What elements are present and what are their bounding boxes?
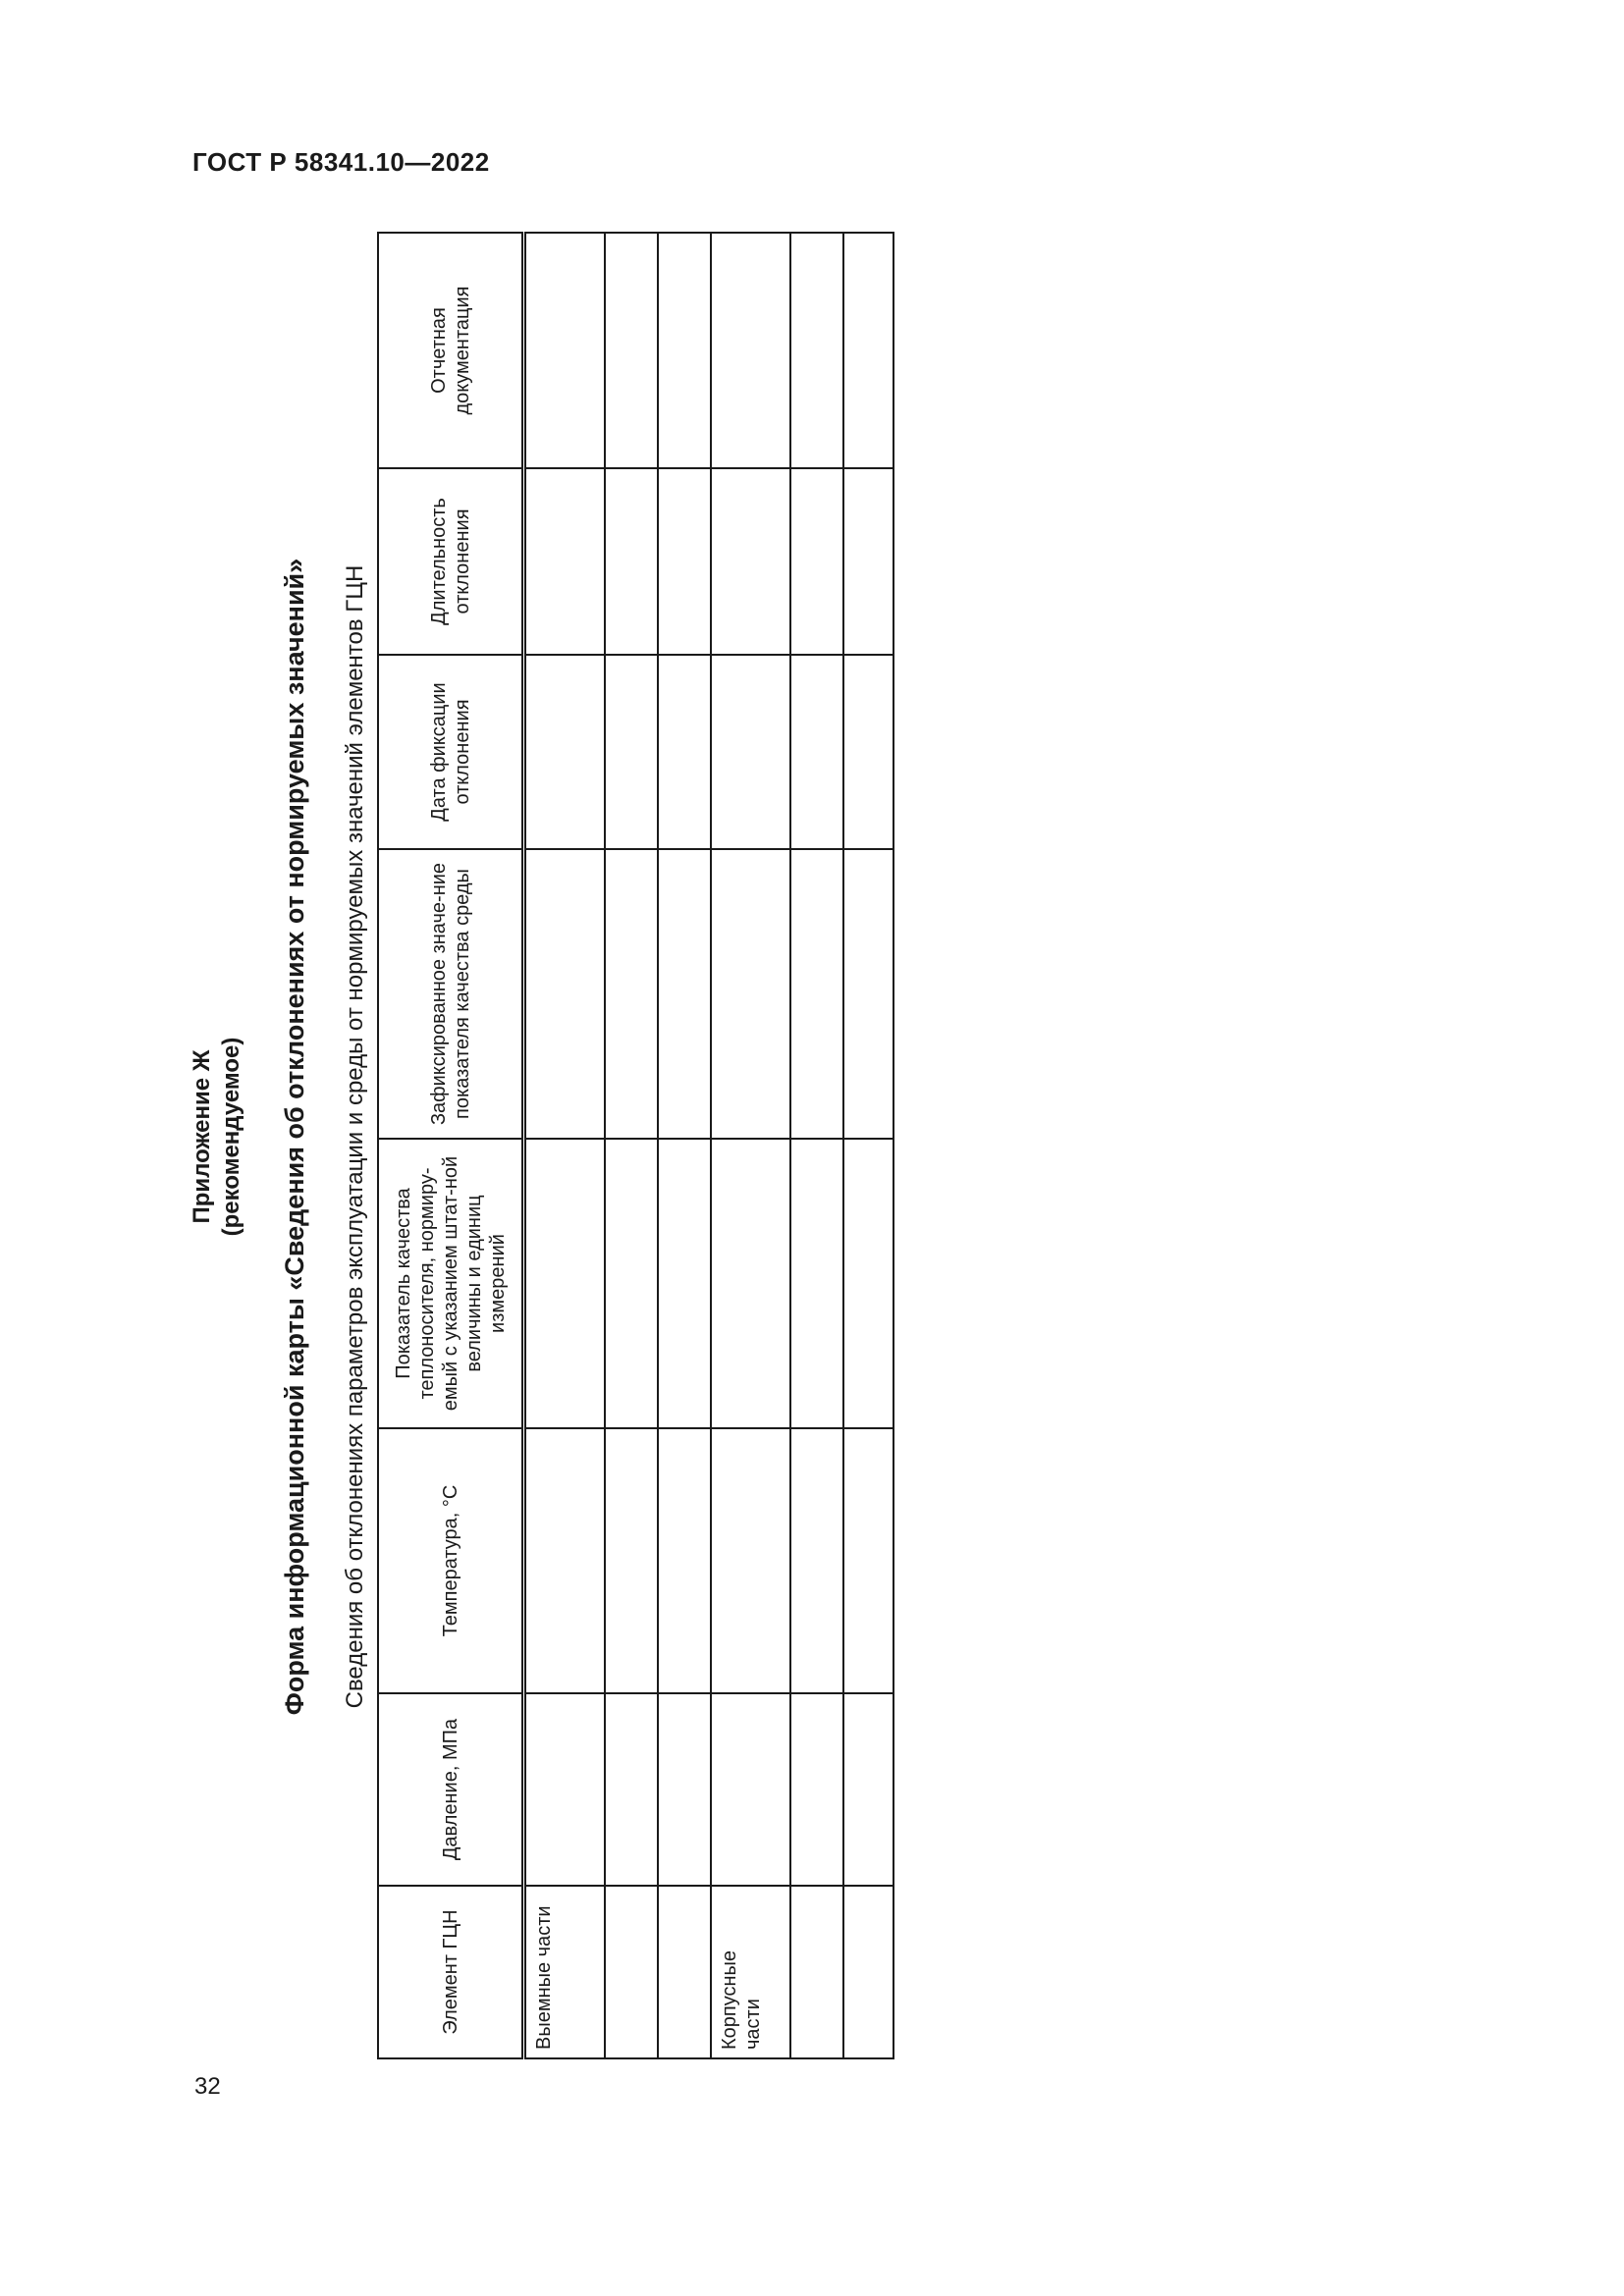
- table-cell: [790, 233, 843, 468]
- table-row: [790, 233, 843, 2058]
- table-row: [711, 233, 790, 2058]
- table-cell: [843, 655, 893, 849]
- table-cell: [790, 1428, 843, 1693]
- table-cell: [711, 1693, 790, 1886]
- table-cell: [524, 1139, 606, 1428]
- table-cell: [843, 849, 893, 1139]
- deviations-table: [377, 232, 894, 2059]
- table-cell: [605, 1886, 658, 2058]
- table-cell: [605, 1139, 658, 1428]
- table-cell: [658, 849, 711, 1139]
- col-header-quality-indicator: Показатель качества теплоносителя, нормиру-емый с указанием штат-ной величины и единиц измерений: [378, 1139, 524, 1428]
- table-header-row: [378, 233, 524, 2058]
- appendix-heading: Форма информационной карты «Сведения об отклонениях от нормируемых значений»: [280, 558, 309, 1716]
- table-cell: [711, 1139, 790, 1428]
- table-cell: [711, 468, 790, 655]
- table-cell: [711, 655, 790, 849]
- table-cell: [790, 468, 843, 655]
- col-header-recorded-value: Зафиксированное значе-ние показателя качества среды: [378, 849, 524, 1139]
- table-cell: [658, 233, 711, 468]
- table-cell: Выемные части: [524, 1886, 606, 2058]
- table-cell: [658, 1428, 711, 1693]
- table-cell: [605, 849, 658, 1139]
- table-cell: [790, 1139, 843, 1428]
- table-cell: [790, 1693, 843, 1886]
- table-row: [605, 233, 658, 2058]
- table-cell: [658, 655, 711, 849]
- table-cell: [843, 233, 893, 468]
- table-cell: [605, 1693, 658, 1886]
- appendix-title: Приложение Ж: [189, 1049, 215, 1224]
- table-cell: [524, 849, 606, 1139]
- table-cell: [711, 849, 790, 1139]
- table-cell: [843, 1139, 893, 1428]
- col-header-duration: Длительность отклонения: [378, 468, 524, 655]
- table-cell: [524, 655, 606, 849]
- table-cell: [658, 468, 711, 655]
- table-cell: Корпусные части: [711, 1886, 790, 2058]
- table-cell: [605, 233, 658, 468]
- standard-code: ГОСТ Р 58341.10—2022: [192, 147, 490, 177]
- table-cell: [790, 655, 843, 849]
- table-cell: [843, 1886, 893, 2058]
- page-number: 32: [194, 2073, 221, 2100]
- table-cell: [524, 468, 606, 655]
- appendix-status: (рекомендуемое): [218, 1037, 244, 1237]
- table-cell: [843, 1693, 893, 1886]
- table-cell: [524, 1693, 606, 1886]
- table-caption: Сведения об отклонениях параметров эксплуатации и среды от нормируемых значений элементов ГЦН: [342, 564, 368, 1709]
- col-header-date: Дата фиксации отклонения: [378, 655, 524, 849]
- col-header-element: Элемент ГЦН: [378, 1886, 524, 2058]
- appendix-rotated-block: [167, 214, 913, 2059]
- table-cell: [658, 1693, 711, 1886]
- table-cell: [711, 1428, 790, 1693]
- table-cell: [790, 1886, 843, 2058]
- table-row: [658, 233, 711, 2058]
- table-cell: [605, 468, 658, 655]
- table-cell: [843, 1428, 893, 1693]
- col-header-documentation: Отчетная документация: [378, 233, 524, 468]
- table-cell: [711, 233, 790, 468]
- col-header-pressure: Давление, МПа: [378, 1693, 524, 1886]
- table-cell: [790, 849, 843, 1139]
- table-row: [524, 233, 606, 2058]
- table-cell: [658, 1886, 711, 2058]
- table-cell: [524, 233, 606, 468]
- table-cell: [658, 1139, 711, 1428]
- table-cell: [843, 468, 893, 655]
- table-cell: [605, 1428, 658, 1693]
- table-cell: [524, 1428, 606, 1693]
- table-row: [843, 233, 893, 2058]
- col-header-temperature: Температура, °С: [378, 1428, 524, 1693]
- table-cell: [605, 655, 658, 849]
